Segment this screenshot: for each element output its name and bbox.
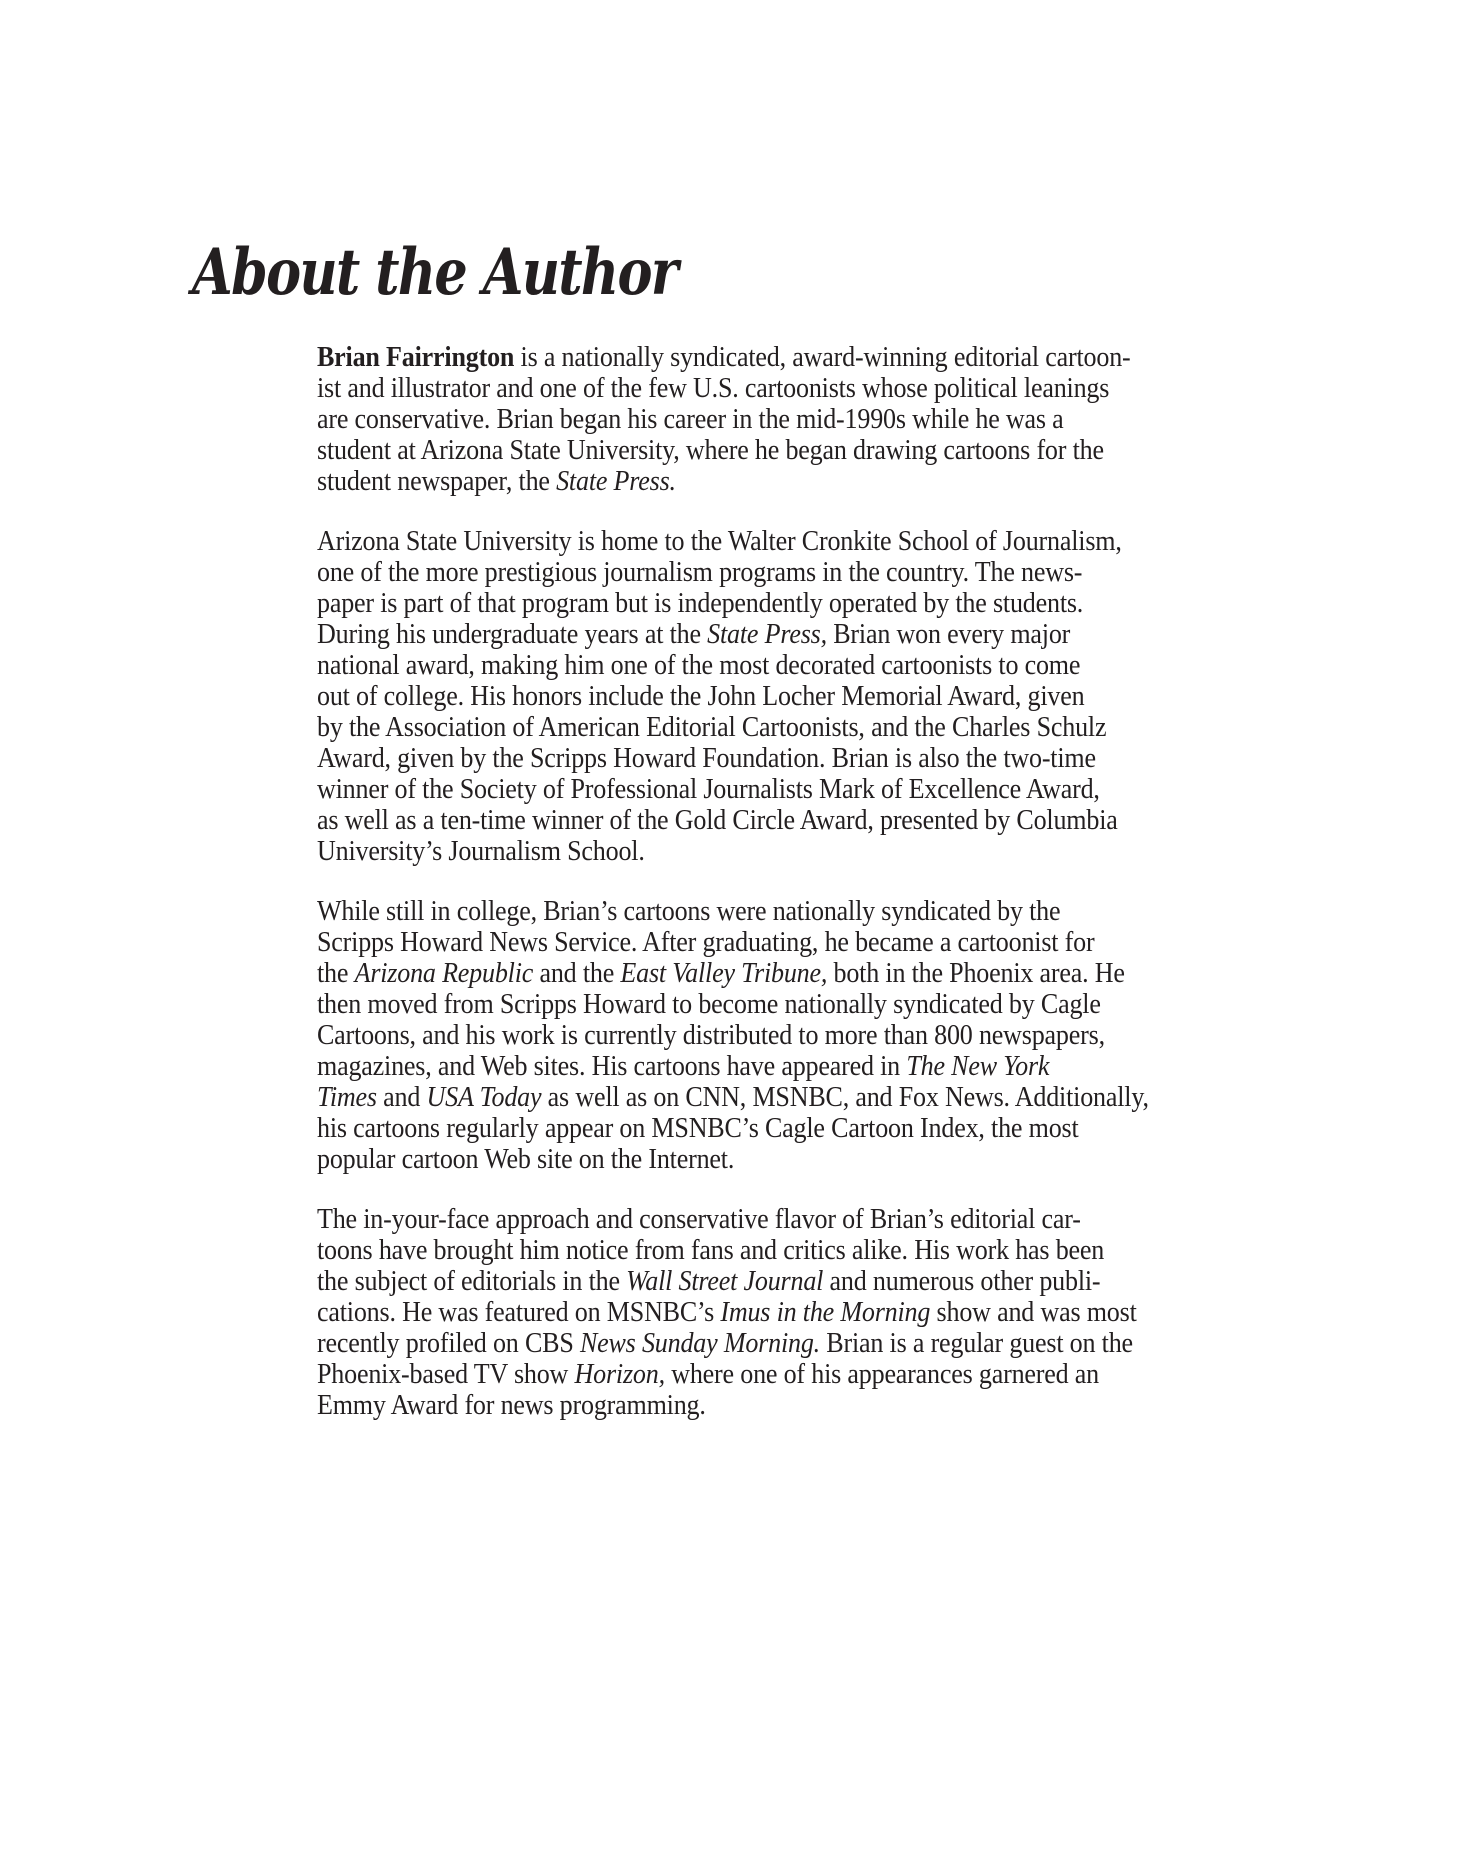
text-segment: University’s Journalism School.	[317, 836, 645, 867]
body-paragraphs	[317, 342, 1149, 1421]
text-segment: magazines, and Web sites. His cartoons have appeared in	[317, 1051, 907, 1082]
text-segment: Wall Street Journal	[626, 1266, 824, 1297]
text-segment: by the Association of American Editorial Cartoonists, and the Charles Schulz	[317, 712, 1107, 743]
paragraph	[317, 896, 1149, 1175]
text-segment: student at Arizona State University, where he began drawing cartoons for the	[317, 435, 1104, 466]
text-segment: ist and illustrator and one of the few U.S. cartoonists whose political leanings	[317, 373, 1110, 404]
text-segment: Brian Fairrington	[317, 342, 515, 373]
text-line	[317, 557, 1149, 588]
text-line	[317, 1359, 1149, 1390]
text-segment: and	[376, 1082, 427, 1113]
text-line	[317, 373, 1149, 404]
text-line	[317, 1204, 1149, 1235]
text-segment: winner of the Society of Professional Journalists Mark of Excellence Award,	[317, 774, 1100, 805]
paragraph	[317, 526, 1149, 867]
text-line	[317, 958, 1149, 989]
text-segment: Times	[317, 1082, 377, 1113]
text-segment: the	[317, 958, 355, 989]
text-line	[317, 989, 1149, 1020]
text-segment: Brian won every major	[826, 619, 1071, 650]
text-segment: State Press.	[556, 466, 676, 497]
text-line	[317, 1113, 1149, 1144]
text-segment: The New York	[906, 1051, 1050, 1082]
text-segment: Arizona State University is home to the Walter Cronkite School of Journalism,	[317, 526, 1122, 557]
text-line	[317, 588, 1149, 619]
text-line	[317, 896, 1149, 927]
text-segment: The in-your-face approach and conservative flavor of Brian’s editorial car-	[317, 1204, 1081, 1235]
text-line	[317, 743, 1149, 774]
paragraph	[317, 342, 1149, 497]
text-segment: both in the Phoenix area. He	[827, 958, 1125, 989]
text-segment: News Sunday Morning.	[579, 1328, 820, 1359]
text-line	[317, 404, 1149, 435]
text-segment: While still in college, Brian’s cartoons were nationally syndicated by the	[317, 896, 1061, 927]
text-segment: recently profiled on CBS	[317, 1328, 580, 1359]
text-segment: toons have brought him notice from fans and critics alike. His work has been	[317, 1235, 1105, 1266]
text-line	[317, 526, 1149, 557]
text-line	[317, 712, 1149, 743]
text-line	[317, 681, 1149, 712]
text-segment: as well as on CNN, MSNBC, and Fox News. Additionally,	[541, 1082, 1149, 1113]
text-segment: the subject of editorials in the	[317, 1266, 627, 1297]
text-line	[317, 1390, 1149, 1421]
text-segment: and the	[533, 958, 621, 989]
text-segment: out of college. His honors include the John Locher Memorial Award, given	[317, 681, 1085, 712]
text-line	[317, 1082, 1149, 1113]
text-segment: USA Today	[426, 1082, 542, 1113]
text-line	[317, 342, 1149, 373]
text-segment: Brian is a regular guest on the	[819, 1328, 1133, 1359]
text-segment: his cartoons regularly appear on MSNBC’s Cagle Cartoon Index, the most	[317, 1113, 1079, 1144]
text-segment: cations. He was featured on MSNBC’s	[317, 1297, 721, 1328]
text-line	[317, 774, 1149, 805]
text-line	[317, 650, 1149, 681]
text-segment: Cartoons, and his work is currently distributed to more than 800 newspapers,	[317, 1020, 1105, 1051]
text-segment: Award, given by the Scripps Howard Foundation. Brian is also the two-time	[317, 743, 1096, 774]
text-segment: one of the more prestigious journalism programs in the country. The news-	[317, 557, 1083, 588]
text-segment: is a nationally syndicated, award-winning editorial cartoon-	[514, 342, 1131, 373]
text-segment: as well as a ten-time winner of the Gold Circle Award, presented by Columbia	[317, 805, 1118, 836]
text-segment: then moved from Scripps Howard to become nationally syndicated by Cagle	[317, 989, 1101, 1020]
text-segment: State Press,	[707, 619, 827, 650]
text-line	[317, 1144, 1149, 1175]
text-line	[317, 435, 1149, 466]
text-segment: Imus in the Morning	[720, 1297, 931, 1328]
text-line	[317, 466, 1149, 497]
text-line	[317, 619, 1149, 650]
text-line	[317, 1297, 1149, 1328]
text-segment: Horizon,	[574, 1359, 665, 1390]
text-segment: Scripps Howard News Service. After graduating, he became a cartoonist for	[317, 927, 1095, 958]
text-line	[317, 805, 1149, 836]
text-segment: student newspaper, the	[317, 466, 557, 497]
text-segment: are conservative. Brian began his career in the mid-1990s while he was a	[317, 404, 1064, 435]
text-segment: During his undergraduate years at the	[317, 619, 708, 650]
text-segment: and numerous other publi-	[823, 1266, 1101, 1297]
text-line	[317, 1328, 1149, 1359]
text-line	[317, 1235, 1149, 1266]
page-title: About the Author	[192, 235, 677, 310]
text-line	[317, 1020, 1149, 1051]
text-segment: Emmy Award for news programming.	[317, 1390, 706, 1421]
text-segment: Phoenix-based TV show	[317, 1359, 575, 1390]
text-segment: show and was most	[930, 1297, 1137, 1328]
text-segment: paper is part of that program but is independently operated by the students.	[317, 588, 1084, 619]
text-line	[317, 1266, 1149, 1297]
text-line	[317, 836, 1149, 867]
text-segment: national award, making him one of the most decorated cartoonists to come	[317, 650, 1081, 681]
text-segment: Arizona Republic	[354, 958, 534, 989]
paragraph	[317, 1204, 1149, 1421]
text-segment: popular cartoon Web site on the Internet.	[317, 1144, 735, 1175]
text-segment: where one of his appearances garnered an	[664, 1359, 1100, 1390]
text-line	[317, 927, 1149, 958]
text-segment: East Valley Tribune,	[620, 958, 828, 989]
text-line	[317, 1051, 1149, 1082]
